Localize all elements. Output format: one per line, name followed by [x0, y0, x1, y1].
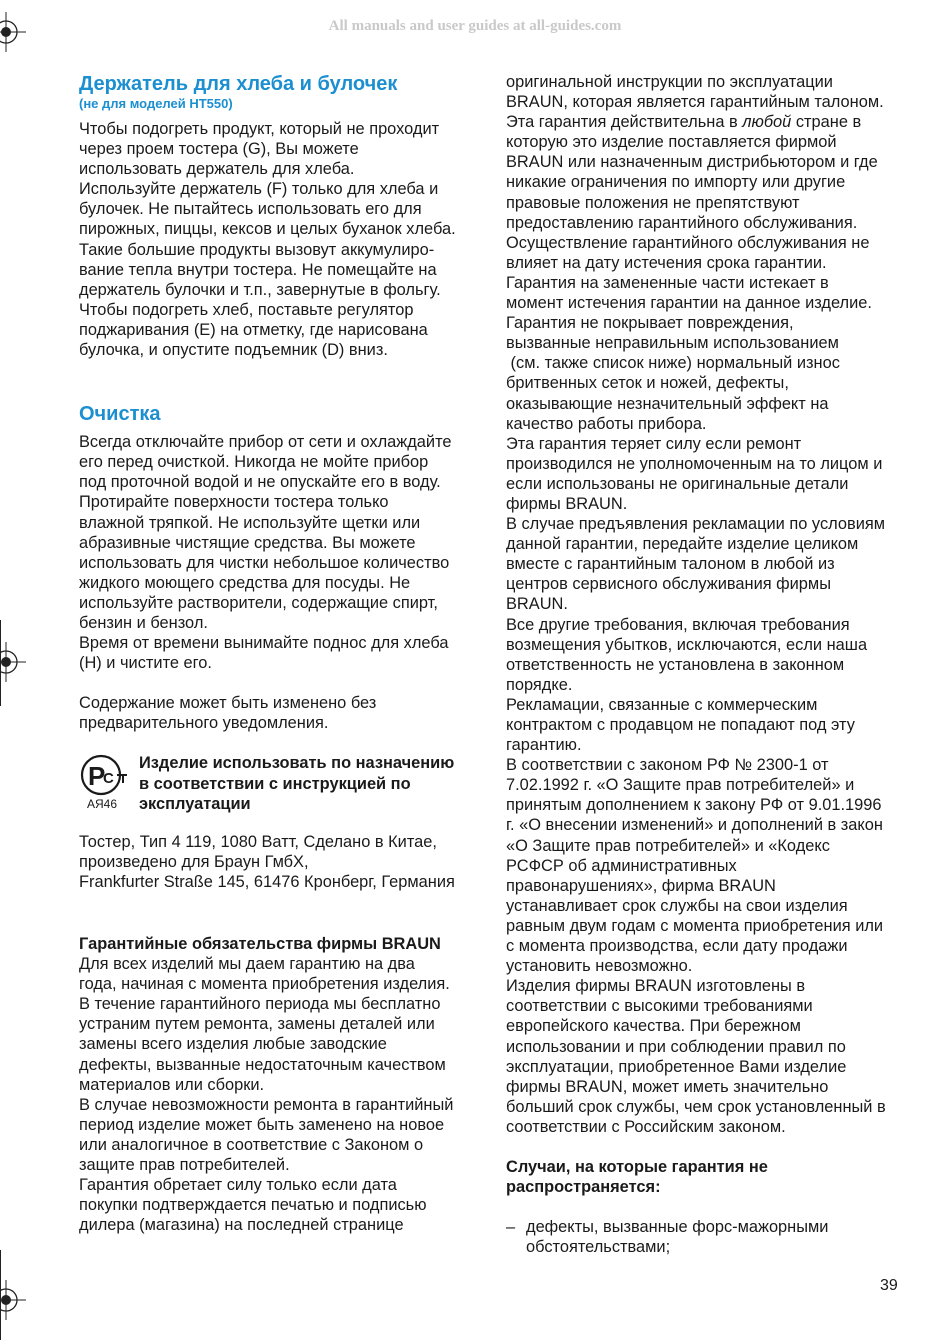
- notice-paragraph: [79, 693, 479, 733]
- text-line: если использованы не оригинальные детали: [506, 474, 849, 493]
- text-line: его перед очисткой. Никогда не мойте прибор: [79, 453, 429, 472]
- text-line: замены всего изделия любые заводские: [79, 1035, 387, 1054]
- text-line: в соответствии с инструкцией по: [139, 774, 411, 793]
- text-line: (H) и чистите его.: [79, 654, 212, 673]
- text-line: Содержание может быть изменено без: [79, 694, 377, 713]
- text-line: бензин и бензол.: [79, 613, 208, 632]
- text-line: покупки подтверждается печатью и подписью: [79, 1196, 427, 1215]
- text-line: Время от времени вынимайте поднос для хлеба: [79, 634, 449, 653]
- text-line: соответствии с Российским законом.: [506, 1117, 786, 1136]
- text-line: Изделие использовать по назначению: [139, 754, 455, 773]
- text-line: Случаи, на которые гарантия не: [506, 1157, 768, 1176]
- text-line: под проточной водой и не опускайте его в воду.: [79, 473, 441, 492]
- text-line: использовать для чистки небольшое количество: [79, 553, 450, 572]
- text-line: возмещения убытков, исключаются, если наша: [506, 635, 868, 654]
- text-line: держатель булочки и т.п., завернутые в фольгу.: [79, 280, 441, 299]
- text-span: стране в: [791, 113, 862, 132]
- section-title-cleaning: Очистка: [79, 403, 161, 426]
- text-line: «О Защите прав потребителей» и «Кодекс: [506, 836, 830, 855]
- text-line: Осуществление гарантийного обслуживания не: [506, 233, 870, 252]
- text-line: защите прав потребителей.: [79, 1156, 290, 1175]
- text-line: материалов или сборки.: [79, 1075, 265, 1094]
- text-span: Эта гарантия действительна в: [506, 113, 743, 132]
- text-line: Гарантия не покрывает повреждения,: [506, 314, 794, 333]
- text-line: влияет на дату истечения срока гарантии.: [506, 253, 827, 272]
- text-line: через проем тостера (G), Вы можете: [79, 140, 359, 159]
- crop-line: [0, 1250, 1, 1340]
- text-line: Тостер, Тип 4 119, 1080 Ватт, Сделано в Китае,: [79, 832, 437, 851]
- text-line: Для всех изделий мы даем гарантию на два: [79, 955, 415, 974]
- text-line: момент истечения гарантии на данное изделие.: [506, 294, 872, 313]
- text-line: которую это изделие поставляется фирмой: [506, 133, 837, 152]
- text-line: жидкого моющего средства для посуды. Не: [79, 573, 411, 592]
- warranty-terms-lines: [506, 132, 904, 1137]
- registration-mark-bottom-left: [0, 1280, 26, 1320]
- text-line: поджаривания (E) на отметку, где нарисована: [79, 320, 428, 339]
- text-line: Чтобы подогреть хлеб, поставьте регулятор: [79, 300, 414, 319]
- text-line: BRAUN, которая является гарантийным талоном.: [506, 93, 884, 112]
- text-line: качество работы прибора.: [506, 414, 707, 433]
- text-line: абразивные чистящие средства. Вы можете: [79, 533, 416, 552]
- text-line: обстоятельствами;: [526, 1238, 671, 1257]
- text-line: В соответствии с законом РФ № 2300-1 от: [506, 756, 829, 775]
- list-item-text: [526, 1217, 828, 1257]
- list-dash: –: [506, 1218, 516, 1237]
- text-line: Гарантия обретает силу только если дата: [79, 1176, 397, 1195]
- text-line: дефекты, вызванные недостаточным качеством: [79, 1055, 446, 1074]
- text-line: или аналогичное в соответствие с Законом о: [79, 1135, 424, 1154]
- text-line: фирмы BRAUN.: [506, 494, 628, 513]
- text-line: бритвенных сеток и ножей, дефекты,: [506, 374, 789, 393]
- text-line: В случае невозможности ремонта в гарантийный: [79, 1095, 454, 1114]
- text-line: установить невозможно.: [506, 957, 693, 976]
- text-line: ответственность не установлена в законном: [506, 655, 845, 674]
- text-line: производился не уполномоченным на то лицом и: [506, 454, 883, 473]
- text-line: Изделия фирмы BRAUN изготовлены в: [506, 977, 806, 996]
- list-item: [506, 1217, 904, 1257]
- manufacturer-paragraph: [79, 832, 479, 892]
- certification-text: [139, 753, 454, 813]
- text-line: дилера (магазина) на последней странице: [79, 1216, 404, 1235]
- section-subtitle-holder: (не для моделей HT550): [79, 96, 233, 111]
- text-line: европейского качества. При бережном: [506, 1017, 801, 1036]
- text-line: Эта гарантия теряет силу если ремонт: [506, 434, 802, 453]
- text-line: порядке.: [506, 675, 573, 694]
- text-line: года, начиная с момента приобретения изделия.: [79, 975, 450, 994]
- text-line: Гарантия на замененные части истекает в: [506, 273, 829, 292]
- page-number: 39: [880, 1277, 898, 1294]
- watermark: All manuals and user guides at all-guides.com: [328, 18, 622, 34]
- text-line: гарантию.: [506, 736, 582, 755]
- text-line: предварительного уведомления.: [79, 714, 329, 733]
- text-line: Такие большие продукты вызовут аккумулиро-: [79, 240, 435, 259]
- text-line: период изделие может быть заменено на новое: [79, 1115, 445, 1134]
- text-line: BRAUN или назначенным дистрибьютором и где: [506, 153, 878, 172]
- holder-paragraph: [79, 119, 479, 360]
- text-line: 7.02.1992 г. «О Защите прав потребителей» и: [506, 776, 855, 795]
- registration-mark-middle-left: [0, 642, 26, 682]
- text-line: вызванные неправильным использованием: [506, 334, 839, 353]
- text-line: произведено для Браун ГмбХ,: [79, 852, 309, 871]
- text-line: влажной тряпкой. Не используйте щетки или: [79, 513, 421, 532]
- text-line: данной гарантии, передайте изделие целиком: [506, 535, 859, 554]
- text-line: устанавливает срок службы на свои изделия: [506, 896, 848, 915]
- text-line: центров сервисного обслуживания фирмы: [506, 575, 831, 594]
- text-line: правовые положения не препятствуют: [506, 193, 800, 212]
- text-line: В случае предъявления рекламации по условиям: [506, 515, 886, 534]
- registration-mark-top-left: [0, 12, 26, 52]
- text-line: правонарушениях», фирма BRAUN: [506, 876, 776, 895]
- svg-text:P: P: [88, 761, 106, 792]
- text-line: Рекламации, связанные с коммерческим: [506, 695, 818, 714]
- text-line: больший срок службы, чем срок установленный в: [506, 1097, 886, 1116]
- text-line: оказывающие незначительный эффект на: [506, 394, 829, 413]
- section-title-holder: Держатель для хлеба и булочек: [79, 73, 398, 95]
- crop-line: [0, 620, 1, 706]
- left-column: [79, 72, 479, 1235]
- text-line: с момента производства, если дату продажи: [506, 937, 848, 956]
- text-line: Всегда отключайте прибор от сети и охлаждайте: [79, 433, 452, 452]
- text-line: РСФСР об административных: [506, 856, 737, 875]
- text-line: использовании и при соблюдении правил по: [506, 1037, 846, 1056]
- text-line: В течение гарантийного периода мы бесплатно: [79, 995, 441, 1014]
- text-line: Все другие требования, включая требования: [506, 615, 850, 634]
- text-line: булочка, и опустите подъемник (D) вниз.: [79, 341, 388, 360]
- right-column: [506, 72, 904, 1257]
- text-line: пирожных, пиццы, кексов и целых буханок хлеба.: [79, 220, 456, 239]
- text-line: BRAUN.: [506, 595, 568, 614]
- text-line: использовать держатель для хлеба.: [79, 160, 355, 179]
- text-line: принятым дополнением к закону РФ от 9.01.1996: [506, 796, 882, 815]
- section-title-warranty: Гарантийные обязательства фирмы BRAUN: [79, 935, 441, 953]
- text-line: (см. также список ниже) нормальный износ: [506, 354, 840, 373]
- emphasis-any: любой: [742, 113, 792, 132]
- text-line: фирмы BRAUN, может иметь значительно: [506, 1077, 829, 1096]
- text-line: Используйте держатель (F) только для хлеба и: [79, 180, 439, 199]
- warranty-paragraph: [79, 954, 479, 1235]
- svg-text:C: C: [103, 770, 114, 788]
- text-line: г. «О внесении изменений» и дополнений в закон: [506, 816, 883, 835]
- text-line: дефекты, вызванные форс-мажорными: [526, 1218, 829, 1237]
- text-line: Чтобы подогреть продукт, который не проходит: [79, 120, 440, 138]
- exclusions-title: [506, 1157, 904, 1197]
- text-line: никакие ограничения по импорту или другие: [506, 173, 846, 192]
- text-line: Протирайте поверхности тостера только: [79, 493, 389, 512]
- text-line: равным двум годам с момента приобретения или: [506, 916, 884, 935]
- text-line: соответствии с высокими требованиями: [506, 997, 813, 1016]
- text-line: эксплуатации, приобретенное Вами изделие: [506, 1057, 847, 1076]
- cleaning-paragraph: [79, 432, 479, 673]
- text-line: вместе с гарантийным талоном в любой из: [506, 555, 835, 574]
- text-line: устраним путем ремонта, замены деталей или: [79, 1015, 435, 1034]
- text-line: вание тепла внутри тостера. Не помещайте на: [79, 260, 437, 279]
- certification-block: [79, 753, 479, 813]
- text-line: используйте растворители, содержащие спирт,: [79, 593, 438, 612]
- text-line: Frankfurter Straße 145, 61476 Кронберг, Германия: [79, 872, 455, 891]
- text-line: эксплуатации: [139, 794, 251, 813]
- text-line-any-country: [506, 112, 904, 132]
- text-line: контрактом с продавцом не попадают под эту: [506, 716, 855, 734]
- text-line: оригинальной инструкции по эксплуатации: [506, 73, 833, 91]
- gost-code: АЯ46: [87, 796, 118, 811]
- text-line: распространяется:: [506, 1178, 661, 1197]
- text-line: булочек. Не пытайтесь использовать его для: [79, 200, 422, 219]
- text-line: предоставлению гарантийного обслуживания.: [506, 213, 858, 232]
